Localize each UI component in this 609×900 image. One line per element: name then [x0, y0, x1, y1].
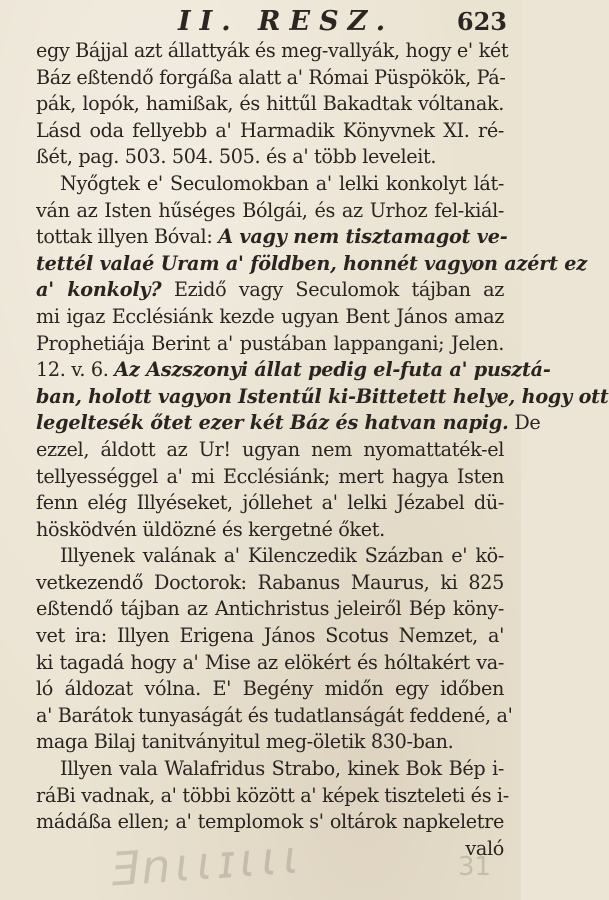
- text-line: a' Barátok tunyaságát és tudatlanságát feddené, a': [36, 703, 513, 727]
- text-line: [36, 251, 587, 278]
- text-line: egy Bájjal azt állattyák és meg-vallyák, hogy e' két: [36, 39, 509, 62]
- page-header: [0, 4, 521, 36]
- italic-text: Az Aszszonyi állat pedig el-futa a' pusztá-: [114, 358, 551, 382]
- italic-text: tettél valaé Uram a' földben, honnét vagyon azért ez: [36, 251, 587, 275]
- text-line: Illyenek valának a' Kilenczedik Százban e' kö-: [60, 544, 504, 568]
- text-line: fenn elég Illyéseket, jóllehet a' lelki Jézabel dü-: [36, 491, 504, 515]
- italic-text: legeltesék őtet ezer két Báz és hatvan napig.: [36, 411, 509, 435]
- text-line: Lásd oda fellyebb a' Harmadik Könyvnek XI. ré-: [36, 118, 504, 142]
- text-line: vet ira: Illyen Erigena János Scotus Nemzet, a': [36, 624, 504, 648]
- plain-text: De: [508, 411, 541, 435]
- text-line: [36, 277, 504, 304]
- text-line: vetkezendő Doctorok: Rabanus Maurus, ki 825: [36, 570, 504, 594]
- text-line: Báz eßtendő forgáßa alatt a' Római Püspökök, Pá-: [36, 65, 506, 89]
- text-line: [36, 357, 551, 384]
- text-line: ráBi vadnak, a' többi között a' képek tiszteleti és i-: [36, 783, 509, 807]
- pencil-annotation: Ǝnɩɩɪɩɩɩ: [106, 829, 307, 897]
- plain-text: 12. v. 6.: [36, 358, 115, 382]
- text-line: eßtendő tájban az Antichristus jeleiről Bép köny-: [36, 597, 504, 621]
- text-line: ezzel, áldott az Ur! ugyan nem nyomattaték-el: [36, 437, 504, 461]
- text-line: ki tagadá hogy a' Mise az elökért és hóltakért va-: [36, 650, 504, 674]
- text-line: mádáßa ellen; a' templomok s' oltárok napkeletre: [36, 810, 504, 834]
- text-line: pák, lopók, hamißak, és hittűl Bakadtak vóltanak.: [36, 92, 504, 116]
- text-line: [36, 224, 508, 251]
- italic-text: a' konkoly?: [36, 278, 162, 302]
- text-line: maga Bilaj tanitványitul meg-öletik 830-ban.: [36, 730, 454, 754]
- plain-text: tottak illyen Bóval:: [36, 225, 219, 249]
- text-line: ßét, pag. 503. 504. 505. és a' több leveleit.: [36, 145, 437, 169]
- text-line: Nyőgtek e' Seculomokban a' lelki konkolyt lát-: [60, 171, 504, 195]
- text-line: Illyen vala Walafridus Strabo, kinek Bok Bép i-: [60, 757, 504, 781]
- text-line: való: [465, 836, 504, 860]
- text-line: hösködvén üldözné és kergetné őket.: [36, 517, 385, 541]
- text-line: [36, 410, 541, 437]
- plain-text: Ezidő vagy Seculomok tájban az: [161, 278, 504, 302]
- text-line: ván az Isten hűséges Bólgái, és az Urhoz fel-kiál-: [36, 198, 504, 222]
- running-title: II. RESZ.: [178, 6, 395, 37]
- text-line: mi igaz Ecclésiánk kezde ugyan Bent János amaz: [36, 304, 504, 328]
- italic-text: A vagy nem tisztamagot ve-: [218, 225, 508, 249]
- text-line: Prophetiája Berint a' pustában lappangani; Jelen.: [36, 331, 504, 355]
- text-line: [36, 384, 609, 411]
- text-line: ló áldozat vólna. E' Begény midőn egy időben: [36, 677, 504, 701]
- body-text: [36, 38, 609, 862]
- pencil-annotation-number: 31: [458, 852, 492, 882]
- page-number: 623: [456, 7, 507, 36]
- italic-text: ban, holott vagyon Istentűl ki-Bittetett helye, hogy ott: [36, 384, 609, 408]
- text-line: tellyességgel a' mi Ecclésiánk; mert hagya Isten: [36, 464, 504, 488]
